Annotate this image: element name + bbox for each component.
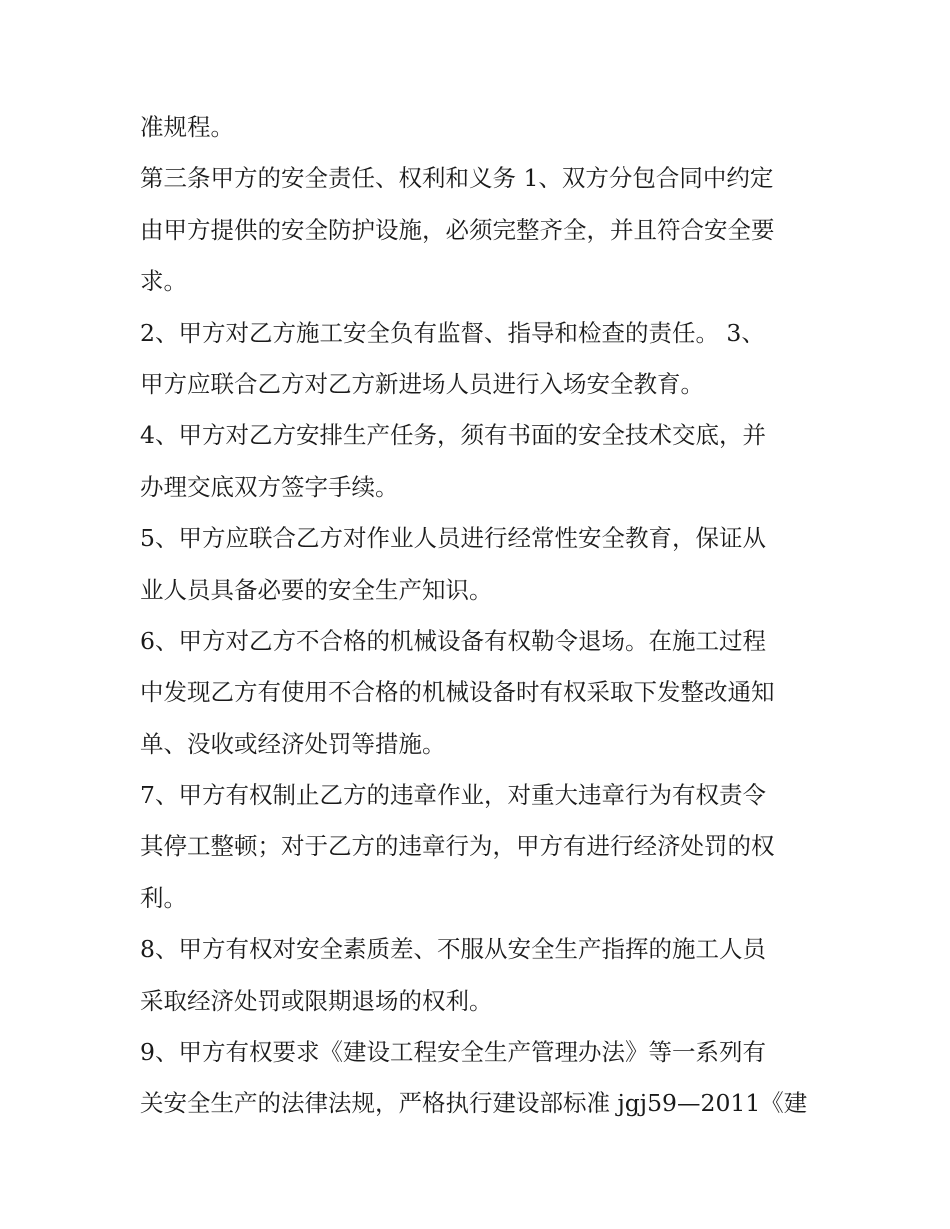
text-line: 单、没收或经济处罚等措施。 (140, 729, 446, 758)
text-line: 第三条甲方的安全责任、权利和义务 1、双方分包合同中约定 (140, 164, 774, 193)
text-line: 7、甲方有权制止乙方的违章作业，对重大违章行为有权责令 (140, 781, 766, 810)
text-line: 2、甲方对乙方施工安全负有监督、指导和检查的责任。 3、 (140, 318, 765, 347)
text-line: 9、甲方有权要求《建设工程安全生产管理办法》等一系列有 (140, 1038, 766, 1067)
text-line: 求。 (140, 267, 187, 296)
document-body (140, 102, 812, 1130)
text-line: 由甲方提供的安全防护设施，必须完整齐全，并且符合安全要 (140, 215, 775, 244)
text-line: 业人员具备必要的安全生产知识。 (140, 575, 493, 604)
text-line: 办理交底双方签字手续。 (140, 472, 399, 501)
text-line: 8、甲方有权对安全素质差、不服从安全生产指挥的施工人员 (140, 935, 766, 964)
text-line: 采取经济处罚或限期退场的权利。 (140, 986, 493, 1015)
text-line: 甲方应联合乙方对乙方新进场人员进行入场安全教育。 (140, 369, 704, 398)
text-line: 中发现乙方有使用不合格的机械设备时有权采取下发整改通知 (140, 678, 775, 707)
text-line: 4、甲方对乙方安排生产任务，须有书面的安全技术交底，并 (140, 421, 766, 450)
text-line: 其停工整顿；对于乙方的违章行为，甲方有进行经济处罚的权 (140, 832, 775, 861)
text-line: 关安全生产的法律法规，严格执行建设部标准 jgj59—2011《建 (140, 1089, 808, 1118)
text-line: 6、甲方对乙方不合格的机械设备有权勒令退场。在施工过程 (140, 626, 766, 655)
text-line: 准规程。 (140, 113, 234, 141)
text-line: 利。 (140, 883, 187, 912)
text-line: 5、甲方应联合乙方对作业人员进行经常性安全教育，保证从 (140, 524, 766, 553)
